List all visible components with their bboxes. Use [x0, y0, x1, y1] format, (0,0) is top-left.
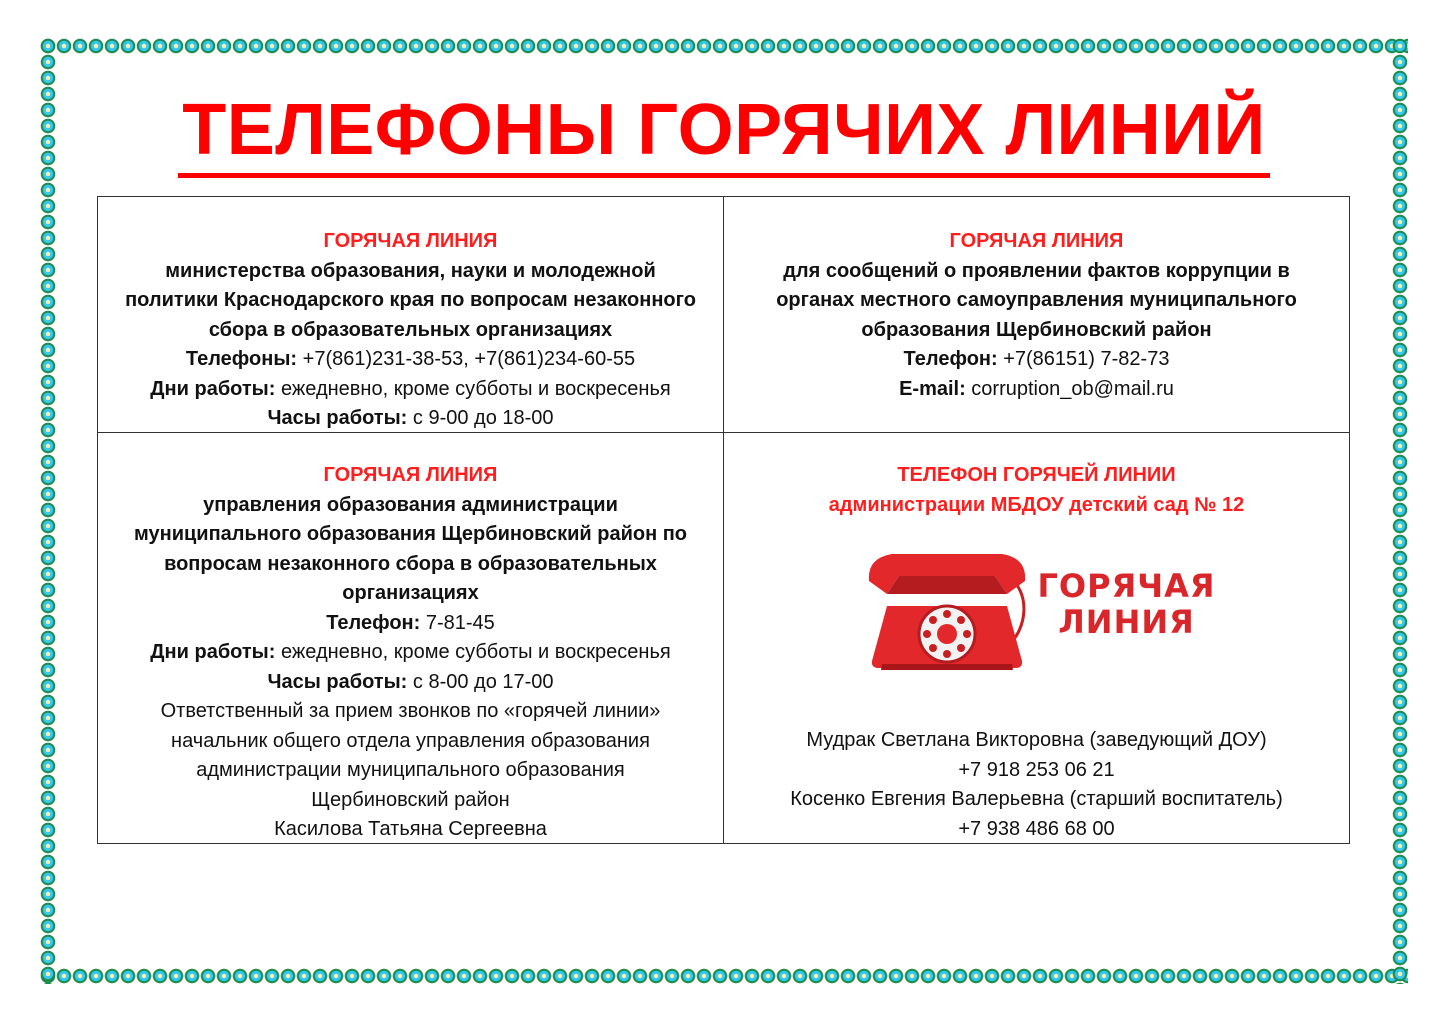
contact-phone: +7 918 253 06 21 — [958, 758, 1115, 781]
responsible-text: администрации муниципального образования — [196, 759, 625, 781]
phones-row — [104, 345, 717, 375]
phones-label: Телефоны: — [185, 348, 298, 370]
phone-row — [104, 609, 717, 639]
contact-person: Косенко Евгения Валерьевна (старший воспитатель) — [790, 788, 1283, 810]
responsible-text: Щербиновский район — [311, 788, 510, 811]
phone-label: Телефон: — [326, 611, 421, 634]
cell-description: органах местного самоуправления муниципального — [776, 289, 1297, 311]
responsible-text: Ответственный за прием звонков по «горячей линии» — [160, 700, 661, 722]
cell-description: вопросам незаконного сбора в образовательных — [164, 552, 657, 575]
days-label: Дни работы: — [150, 377, 276, 400]
page-title: ТЕЛЕФОНЫ ГОРЯЧИХ ЛИНИЙ — [0, 80, 1448, 180]
cell-description: для сообщений о проявлении фактов коррупции в — [783, 259, 1290, 282]
cell-heading: ГОРЯЧАЯ ЛИНИЯ — [323, 464, 498, 486]
phone-value: 7-81-45 — [420, 611, 495, 634]
email-link[interactable]: corruption_ob@mail.ru — [965, 377, 1174, 400]
responsible-name: Касилова Татьяна Сергеевна — [274, 818, 547, 840]
cell-description: управления образования администрации — [203, 493, 618, 516]
email-label: E-mail: — [899, 377, 966, 400]
phone-label: Телефон: — [903, 348, 998, 370]
cell-description: сбора в образовательных организациях — [208, 318, 613, 341]
cell-description: образования Щербиновский район — [861, 318, 1212, 341]
cell-education-hotline — [98, 433, 724, 843]
red-rotary-telephone-icon — [857, 536, 1037, 686]
hours-value: с 8-00 до 17-00 — [407, 670, 554, 693]
hours-value: с 9-00 до 18-00 — [407, 407, 554, 429]
cell-kindergarten-hotline — [724, 433, 1349, 843]
cell-description: министерства образования, науки и молодежной — [165, 259, 656, 282]
days-row — [104, 375, 717, 405]
hours-row — [104, 668, 717, 698]
email-row — [730, 375, 1343, 405]
cell-heading: ТЕЛЕФОН ГОРЯЧЕЙ ЛИНИИ — [897, 464, 1176, 486]
cell-description: организациях — [342, 582, 479, 604]
contact-phone: +7 938 486 68 00 — [958, 817, 1115, 840]
cell-heading: ГОРЯЧАЯ ЛИНИЯ — [949, 230, 1124, 252]
border-bottom — [40, 968, 1408, 984]
days-value: ежедневно, кроме субботы и воскресенья — [275, 377, 671, 400]
hours-label: Часы работы: — [267, 670, 408, 693]
phone-row — [730, 345, 1343, 375]
cell-subheading: администрации МБДОУ детский сад № 12 — [828, 493, 1245, 516]
phones-value: +7(861)231-38-53, +7(861)234-60-55 — [297, 348, 636, 370]
cell-corruption-hotline — [724, 197, 1349, 433]
phone-value: +7(86151) 7-82-73 — [997, 348, 1170, 370]
hours-label: Часы работы: — [267, 407, 408, 429]
days-row — [104, 638, 717, 668]
cell-heading: ГОРЯЧАЯ ЛИНИЯ — [323, 230, 498, 252]
cell-description: муниципального образования Щербиновский район по — [133, 523, 688, 545]
contact-person: Мудрак Светлана Викторовна (заведующий ДОУ) — [806, 729, 1267, 751]
hotline-graphic — [857, 536, 1217, 686]
days-label: Дни работы: — [150, 641, 276, 663]
hotline-graphic-label: ГОРЯЧАЯ ЛИНИЯ — [1037, 567, 1216, 641]
border-top — [40, 38, 1408, 54]
hotlines-table — [97, 196, 1350, 844]
responsible-text: начальник общего отдела управления образования — [171, 729, 650, 752]
hours-row — [104, 404, 717, 434]
days-value: ежедневно, кроме субботы и воскресенья — [275, 641, 671, 663]
cell-ministry-hotline — [98, 197, 724, 433]
cell-description: политики Краснодарского края по вопросам незаконного — [125, 289, 696, 311]
